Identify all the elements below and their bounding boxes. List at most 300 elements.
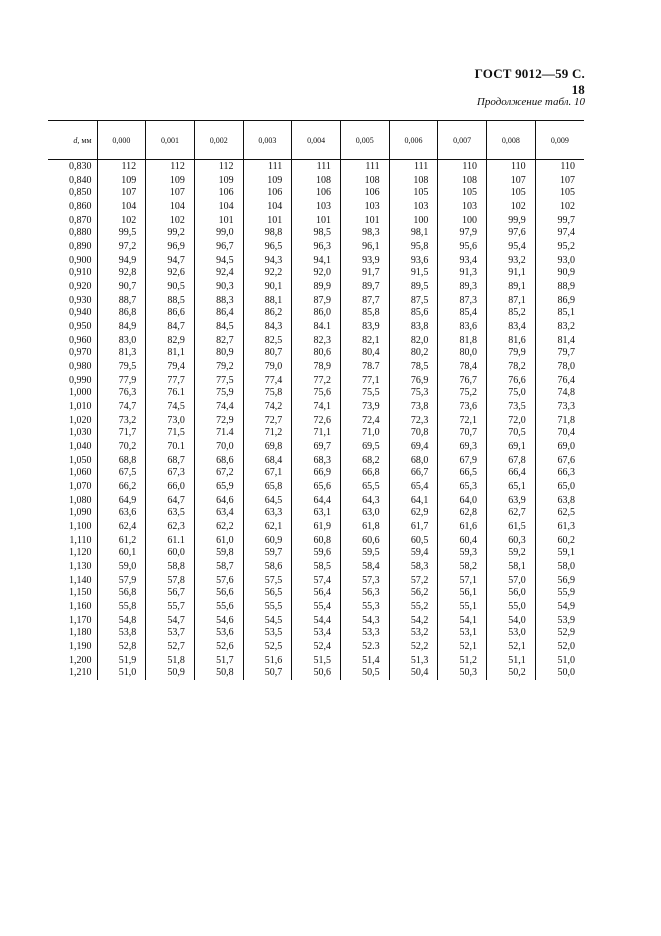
table-row [48, 347, 584, 360]
value-cell: 62,1 [243, 520, 292, 535]
value-cell: 77,5 [194, 375, 243, 388]
value-cell: 55,5 [243, 600, 292, 615]
value-cell: 57,3 [340, 575, 389, 588]
value-cell: 104 [97, 200, 146, 215]
table-row [48, 387, 584, 400]
value-cell: 82,9 [146, 335, 195, 348]
table-row [48, 187, 584, 200]
value-cell: 79,2 [194, 360, 243, 375]
value-cell: 105 [389, 187, 438, 200]
value-cell: 101 [292, 215, 341, 228]
column-header-symbol: d, [73, 135, 80, 145]
diameter-cell: 1,180 [69, 627, 92, 639]
table-row [48, 547, 584, 560]
value-cell: 72,6 [292, 415, 341, 428]
value-cell: 83,2 [535, 320, 584, 335]
value-cell: 103 [340, 200, 389, 215]
value-cell: 102 [535, 200, 584, 215]
value-cell: 66,4 [487, 467, 536, 480]
value-cell: 76,3 [97, 387, 146, 400]
value-cell: 72,7 [243, 415, 292, 428]
value-cell: 53,7 [146, 627, 195, 640]
value-cell: 77,2 [292, 375, 341, 388]
diameter-cell: 0,910 [69, 267, 92, 279]
table-row [48, 655, 584, 668]
value-cell: 67,8 [487, 455, 536, 468]
value-cell: 82,0 [389, 335, 438, 348]
value-cell: 92,0 [292, 267, 341, 280]
value-cell: 66,8 [340, 467, 389, 480]
diameter-cell: 1,190 [69, 640, 92, 652]
value-cell: 84,9 [97, 320, 146, 335]
diameter-cell: 1,210 [69, 667, 92, 679]
value-cell: 82,1 [340, 335, 389, 348]
value-cell: 64,7 [146, 495, 195, 508]
value-cell: 65,4 [389, 480, 438, 495]
value-cell: 104 [146, 200, 195, 215]
value-cell: 64,6 [194, 495, 243, 508]
value-cell: 79,4 [146, 360, 195, 375]
value-cell: 58,1 [487, 560, 536, 575]
value-cell: 88,7 [97, 295, 146, 308]
value-cell: 65,9 [194, 480, 243, 495]
value-cell: 61,3 [535, 520, 584, 535]
table-row [48, 667, 584, 680]
value-cell: 62,8 [438, 507, 487, 520]
table-row [48, 200, 584, 215]
value-cell: 82,5 [243, 335, 292, 348]
value-cell: 71,5 [146, 427, 195, 440]
value-cell: 81,3 [97, 347, 146, 360]
value-cell: 61,9 [292, 520, 341, 535]
table-row [48, 535, 584, 548]
value-cell: 52,7 [146, 640, 195, 655]
value-cell: 70,5 [487, 427, 536, 440]
value-cell: 87,1 [487, 295, 536, 308]
value-cell: 111 [243, 160, 292, 175]
value-cell: 108 [292, 175, 341, 188]
value-cell: 74,2 [243, 400, 292, 415]
value-cell: 60,8 [292, 535, 341, 548]
value-cell: 95,6 [438, 240, 487, 255]
diameter-cell: 1,170 [69, 614, 92, 626]
value-cell: 60,3 [487, 535, 536, 548]
value-cell: 63,8 [535, 495, 584, 508]
value-cell: 60,5 [389, 535, 438, 548]
diameter-cell: 1,130 [69, 560, 92, 572]
value-cell: 98,3 [340, 227, 389, 240]
value-cell: 50,2 [487, 667, 536, 680]
value-cell: 96,5 [243, 240, 292, 255]
value-cell: 51,9 [97, 655, 146, 668]
value-cell: 60,6 [340, 535, 389, 548]
value-cell: 75,0 [487, 387, 536, 400]
diameter-cell: 1,140 [69, 574, 92, 586]
diameter-cell: 1,060 [69, 467, 92, 479]
diameter-cell: 1,160 [69, 600, 92, 612]
value-cell: 89,3 [438, 280, 487, 295]
value-cell: 51,0 [535, 655, 584, 668]
value-cell: 66,2 [97, 480, 146, 495]
table-row [48, 480, 584, 495]
value-cell: 54,0 [487, 615, 536, 628]
value-cell: 60,9 [243, 535, 292, 548]
value-cell: 55,1 [438, 600, 487, 615]
value-cell: 100 [389, 215, 438, 228]
value-cell: 52,5 [243, 640, 292, 655]
value-cell: 109 [146, 175, 195, 188]
table-row [48, 295, 584, 308]
value-cell: 59,3 [438, 547, 487, 560]
value-cell: 80,9 [194, 347, 243, 360]
value-cell: 53,0 [487, 627, 536, 640]
page-header: ГОСТ 9012—59 С. 18 [474, 66, 585, 97]
value-cell: 63,6 [97, 507, 146, 520]
value-cell: 66,3 [535, 467, 584, 480]
value-cell: 53,9 [535, 615, 584, 628]
value-cell: 93,9 [340, 255, 389, 268]
diameter-cell: 0,950 [69, 320, 92, 332]
value-cell: 101 [243, 215, 292, 228]
value-cell: 112 [194, 160, 243, 175]
value-cell: 93,2 [487, 255, 536, 268]
diameter-cell: 0,840 [69, 174, 92, 186]
value-cell: 50,3 [438, 667, 487, 680]
diameter-cell: 1,000 [69, 387, 92, 399]
value-cell: 70,8 [389, 427, 438, 440]
value-cell: 69,0 [535, 440, 584, 455]
table-row [48, 415, 584, 428]
value-cell: 97,4 [535, 227, 584, 240]
value-cell: 75,6 [292, 387, 341, 400]
value-cell: 98,1 [389, 227, 438, 240]
value-cell: 64,4 [292, 495, 341, 508]
table-header-row [48, 121, 584, 160]
value-cell: 64,0 [438, 495, 487, 508]
value-cell: 84,3 [243, 320, 292, 335]
diameter-cell: 1,110 [69, 534, 92, 546]
value-cell: 61,6 [438, 520, 487, 535]
value-cell: 81,6 [487, 335, 536, 348]
diameter-cell: 0,900 [69, 254, 92, 266]
value-cell: 54,6 [194, 615, 243, 628]
column-header-diameter [48, 121, 97, 160]
value-cell: 52,1 [487, 640, 536, 655]
value-cell: 94,7 [146, 255, 195, 268]
value-cell: 50,8 [194, 667, 243, 680]
value-cell: 57,2 [389, 575, 438, 588]
value-cell: 75,3 [389, 387, 438, 400]
value-cell: 91,1 [487, 267, 536, 280]
value-cell: 73,3 [535, 400, 584, 415]
value-cell: 55,3 [340, 600, 389, 615]
table-row [48, 455, 584, 468]
column-header: 0,008 [487, 121, 536, 160]
value-cell: 56,0 [487, 587, 536, 600]
value-cell: 63,3 [243, 507, 292, 520]
value-cell: 95,8 [389, 240, 438, 255]
value-cell: 56,1 [438, 587, 487, 600]
value-cell: 68,3 [292, 455, 341, 468]
value-cell: 65,8 [243, 480, 292, 495]
value-cell: 94,9 [97, 255, 146, 268]
diameter-cell: 1,010 [69, 400, 92, 412]
value-cell: 73,0 [146, 415, 195, 428]
value-cell: 88,3 [194, 295, 243, 308]
value-cell: 82,7 [194, 335, 243, 348]
diameter-cell: 1,150 [69, 587, 92, 599]
table-row [48, 375, 584, 388]
value-cell: 107 [97, 187, 146, 200]
column-header: 0,007 [438, 121, 487, 160]
value-cell: 95,2 [535, 240, 584, 255]
value-cell: 68,4 [243, 455, 292, 468]
value-cell: 73,9 [340, 400, 389, 415]
value-cell: 89,1 [487, 280, 536, 295]
value-cell: 54,9 [535, 600, 584, 615]
value-cell: 71,8 [535, 415, 584, 428]
value-cell: 80,0 [438, 347, 487, 360]
value-cell: 106 [243, 187, 292, 200]
table-continuation-label: Продолжение табл. 10 [476, 96, 585, 108]
value-cell: 59,6 [292, 547, 341, 560]
value-cell: 50,5 [340, 667, 389, 680]
value-cell: 105 [487, 187, 536, 200]
value-cell: 80,2 [389, 347, 438, 360]
value-cell: 83,9 [340, 320, 389, 335]
value-cell: 71,7 [97, 427, 146, 440]
value-cell: 59,7 [243, 547, 292, 560]
value-cell: 58,4 [340, 560, 389, 575]
value-cell: 107 [487, 175, 536, 188]
value-cell: 74,4 [194, 400, 243, 415]
value-cell: 53,4 [292, 627, 341, 640]
value-cell: 59,8 [194, 547, 243, 560]
diameter-cell: 1,070 [69, 480, 92, 492]
diameter-cell: 1,120 [69, 547, 92, 559]
value-cell: 81,4 [535, 335, 584, 348]
value-cell: 102 [146, 215, 195, 228]
value-cell: 69,5 [340, 440, 389, 455]
value-cell: 51,6 [243, 655, 292, 668]
value-cell: 68,6 [194, 455, 243, 468]
table-row [48, 335, 584, 348]
value-cell: 51,8 [146, 655, 195, 668]
value-cell: 65,5 [340, 480, 389, 495]
diameter-cell: 0,990 [69, 374, 92, 386]
value-cell: 108 [438, 175, 487, 188]
value-cell: 64,9 [97, 495, 146, 508]
value-cell: 59,0 [97, 560, 146, 575]
value-cell: 69,7 [292, 440, 341, 455]
value-cell: 83,0 [97, 335, 146, 348]
value-cell: 111 [340, 160, 389, 175]
value-cell: 105 [535, 187, 584, 200]
value-cell: 109 [97, 175, 146, 188]
value-cell: 77,9 [97, 375, 146, 388]
value-cell: 90,1 [243, 280, 292, 295]
value-cell: 86,8 [97, 307, 146, 320]
value-cell: 104 [194, 200, 243, 215]
value-cell: 85,2 [487, 307, 536, 320]
value-cell: 97,6 [487, 227, 536, 240]
diameter-cell: 0,830 [69, 161, 92, 172]
value-cell: 87,7 [340, 295, 389, 308]
value-cell: 70,7 [438, 427, 487, 440]
diameter-cell: 1,040 [69, 440, 92, 452]
value-cell: 65,0 [535, 480, 584, 495]
value-cell: 57,6 [194, 575, 243, 588]
value-cell: 52,8 [97, 640, 146, 655]
value-cell: 56,5 [243, 587, 292, 600]
value-cell: 55,8 [97, 600, 146, 615]
column-header: 0,006 [389, 121, 438, 160]
value-cell: 66,5 [438, 467, 487, 480]
value-cell: 78,0 [535, 360, 584, 375]
column-header-unit: мм [79, 135, 92, 145]
value-cell: 60,4 [438, 535, 487, 548]
diameter-cell: 0,920 [69, 280, 92, 292]
value-cell: 105 [438, 187, 487, 200]
value-cell: 80,7 [243, 347, 292, 360]
value-cell: 54,2 [389, 615, 438, 628]
diameter-cell: 1,100 [69, 520, 92, 532]
value-cell: 64,1 [389, 495, 438, 508]
value-cell: 76,6 [487, 375, 536, 388]
value-cell: 58,5 [292, 560, 341, 575]
value-cell: 78,4 [438, 360, 487, 375]
value-cell: 79,5 [97, 360, 146, 375]
value-cell: 91,5 [389, 267, 438, 280]
value-cell: 90,7 [97, 280, 146, 295]
value-cell: 63,5 [146, 507, 195, 520]
value-cell: 106 [292, 187, 341, 200]
value-cell: 92,8 [97, 267, 146, 280]
value-cell: 56,4 [292, 587, 341, 600]
value-cell: 79,9 [487, 347, 536, 360]
table-row [48, 307, 584, 320]
table-row [48, 615, 584, 628]
table-row [48, 160, 584, 175]
value-cell: 57,9 [97, 575, 146, 588]
value-cell: 52,0 [535, 640, 584, 655]
value-cell: 73,2 [97, 415, 146, 428]
value-cell: 68,0 [389, 455, 438, 468]
value-cell: 78.7 [340, 360, 389, 375]
diameter-cell: 0,890 [69, 240, 92, 252]
value-cell: 85,1 [535, 307, 584, 320]
value-cell: 68,2 [340, 455, 389, 468]
value-cell: 81,1 [146, 347, 195, 360]
diameter-cell: 0,980 [69, 360, 92, 372]
value-cell: 53,2 [389, 627, 438, 640]
value-cell: 103 [389, 200, 438, 215]
table-row [48, 267, 584, 280]
diameter-cell: 0,870 [69, 214, 92, 226]
value-cell: 55,7 [146, 600, 195, 615]
value-cell: 58,3 [389, 560, 438, 575]
column-header: 0,004 [292, 121, 341, 160]
value-cell: 63,0 [340, 507, 389, 520]
value-cell: 75,5 [340, 387, 389, 400]
value-cell: 54,4 [292, 615, 341, 628]
value-cell: 101 [194, 215, 243, 228]
value-cell: 73,8 [389, 400, 438, 415]
diameter-cell: 0,940 [69, 307, 92, 319]
value-cell: 53,6 [194, 627, 243, 640]
table-row [48, 507, 584, 520]
value-cell: 70,0 [194, 440, 243, 455]
value-cell: 103 [438, 200, 487, 215]
value-cell: 62,4 [97, 520, 146, 535]
table-row [48, 360, 584, 375]
value-cell: 71,1 [292, 427, 341, 440]
value-cell: 89,7 [340, 280, 389, 295]
table-row [48, 427, 584, 440]
value-cell: 100 [438, 215, 487, 228]
value-cell: 72,1 [438, 415, 487, 428]
value-cell: 77,7 [146, 375, 195, 388]
value-cell: 68,8 [97, 455, 146, 468]
value-cell: 102 [97, 215, 146, 228]
value-cell: 109 [194, 175, 243, 188]
value-cell: 57,5 [243, 575, 292, 588]
value-cell: 50,0 [535, 667, 584, 680]
value-cell: 62,5 [535, 507, 584, 520]
value-cell: 59,2 [487, 547, 536, 560]
value-cell: 75,8 [243, 387, 292, 400]
value-cell: 54,5 [243, 615, 292, 628]
value-cell: 72,9 [194, 415, 243, 428]
value-cell: 72,4 [340, 415, 389, 428]
value-cell: 71,2 [243, 427, 292, 440]
value-cell: 55,2 [389, 600, 438, 615]
value-cell: 57,0 [487, 575, 536, 588]
value-cell: 94,1 [292, 255, 341, 268]
value-cell: 88,1 [243, 295, 292, 308]
value-cell: 52,9 [535, 627, 584, 640]
value-cell: 65,6 [292, 480, 341, 495]
diameter-cell: 1,080 [69, 494, 92, 506]
value-cell: 61.1 [146, 535, 195, 548]
value-cell: 110 [487, 160, 536, 175]
table-row [48, 215, 584, 228]
table-row [48, 240, 584, 255]
value-cell: 51,2 [438, 655, 487, 668]
value-cell: 66,0 [146, 480, 195, 495]
value-cell: 103 [292, 200, 341, 215]
column-header: 0,002 [194, 121, 243, 160]
value-cell: 69,3 [438, 440, 487, 455]
value-cell: 112 [97, 160, 146, 175]
table-row [48, 320, 584, 335]
value-cell: 74,1 [292, 400, 341, 415]
value-cell: 83,6 [438, 320, 487, 335]
value-cell: 56,9 [535, 575, 584, 588]
table-row [48, 575, 584, 588]
value-cell: 58,7 [194, 560, 243, 575]
value-cell: 107 [146, 187, 195, 200]
value-cell: 94,3 [243, 255, 292, 268]
value-cell: 76,7 [438, 375, 487, 388]
value-cell: 70,2 [97, 440, 146, 455]
value-cell: 101 [340, 215, 389, 228]
table-row [48, 175, 584, 188]
value-cell: 51,3 [389, 655, 438, 668]
value-cell: 52,6 [194, 640, 243, 655]
value-cell: 106 [194, 187, 243, 200]
value-cell: 52,2 [389, 640, 438, 655]
